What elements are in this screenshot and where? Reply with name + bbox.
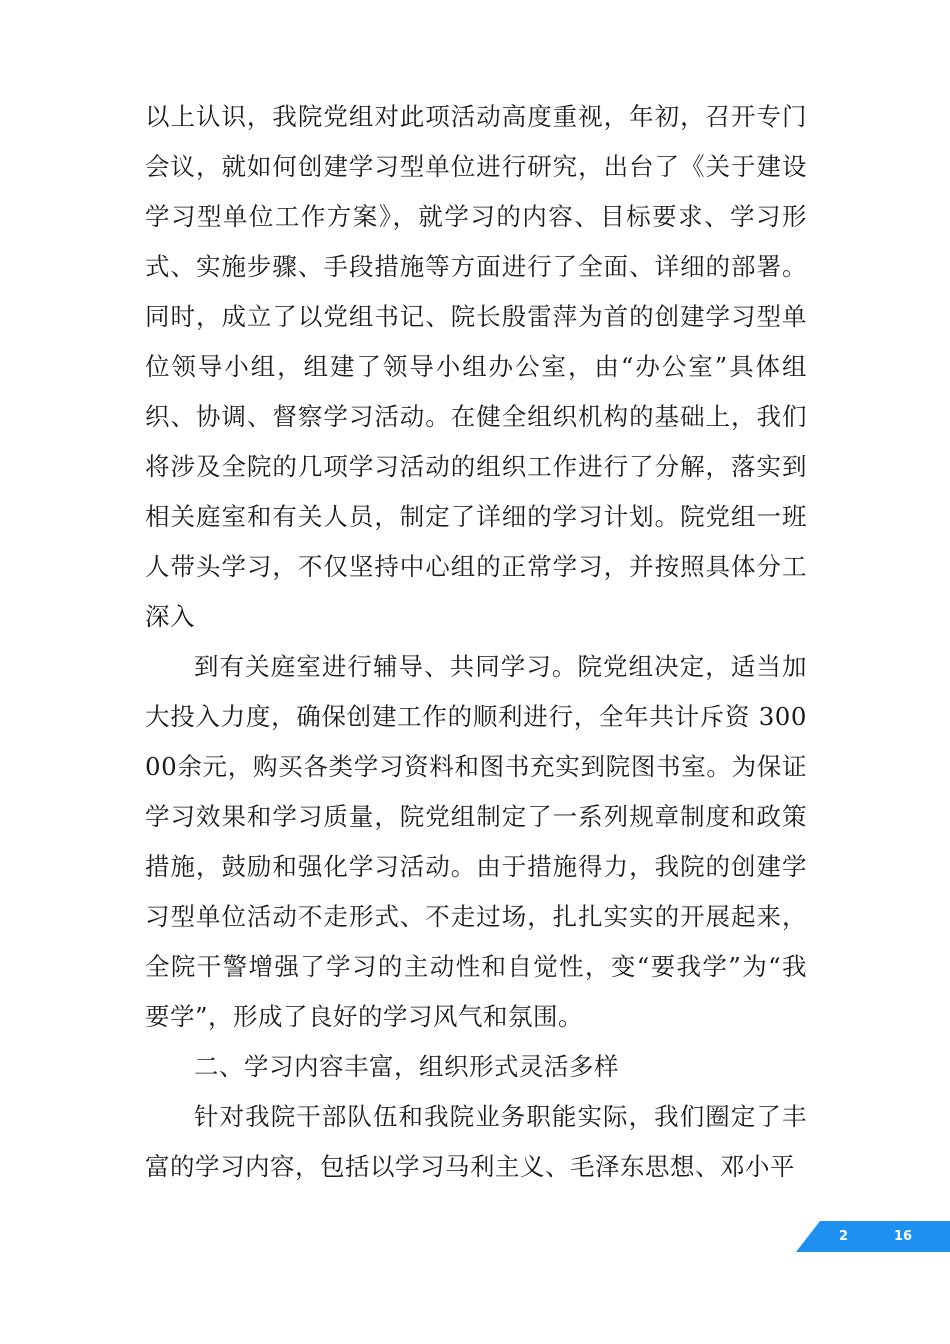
page-number-band [796, 1221, 950, 1252]
paragraph-2: 到有关庭室进行辅导、共同学习。院党组决定，适当加大投入力度，确保创建工作的顺利进行，全年共计斥资 30000余元，购买各类学习资料和图书充实到院图书室。为保证学习效果和学习质量，院党组制定了一系列规章制度和政策措施，鼓励和强化学习活动。由于措施得力，我院的创建学习型单位活动不走形式、不走过场，扎扎实实的开展起来，全院干警增强了学习的主动性和自觉性，变“要我学”为“我要学”，形成了良好的学习风气和氛围。 [145, 652, 807, 1031]
current-page-number: 2 [839, 1229, 849, 1244]
paragraph-1: 以上认识，我院党组对此项活动高度重视，年初，召开专门会议，就如何创建学习型单位进行研究，出台了《关于建设学习型单位工作方案》，就学习的内容、目标要求、学习形式、实施步骤、手段措施等方面进行了全面、详细的部署。同时，成立了以党组书记、院长殷雷萍为首的创建学习型单位领导小组，组建了领导小组办公室，由“办公室”具体组织、协调、督察学习活动。在健全组织机构的基础上，我们将涉及全院的几项学习活动的组织工作进行了分解，落实到相关庭室和有关人员，制定了详细的学习计划。院党组一班人带头学习，不仅坚持中心组的正常学习，并按照具体分工深入 [145, 102, 807, 631]
document-body [145, 92, 807, 1192]
total-page-number: 16 [894, 1229, 913, 1244]
paragraph-3: 针对我院干部队伍和我院业务职能实际，我们圈定了丰富的学习内容，包括以学习马利主义、毛泽东思想、邓小平 [145, 1102, 807, 1181]
section-heading: 二、学习内容丰富，组织形式灵活多样 [194, 1052, 619, 1081]
